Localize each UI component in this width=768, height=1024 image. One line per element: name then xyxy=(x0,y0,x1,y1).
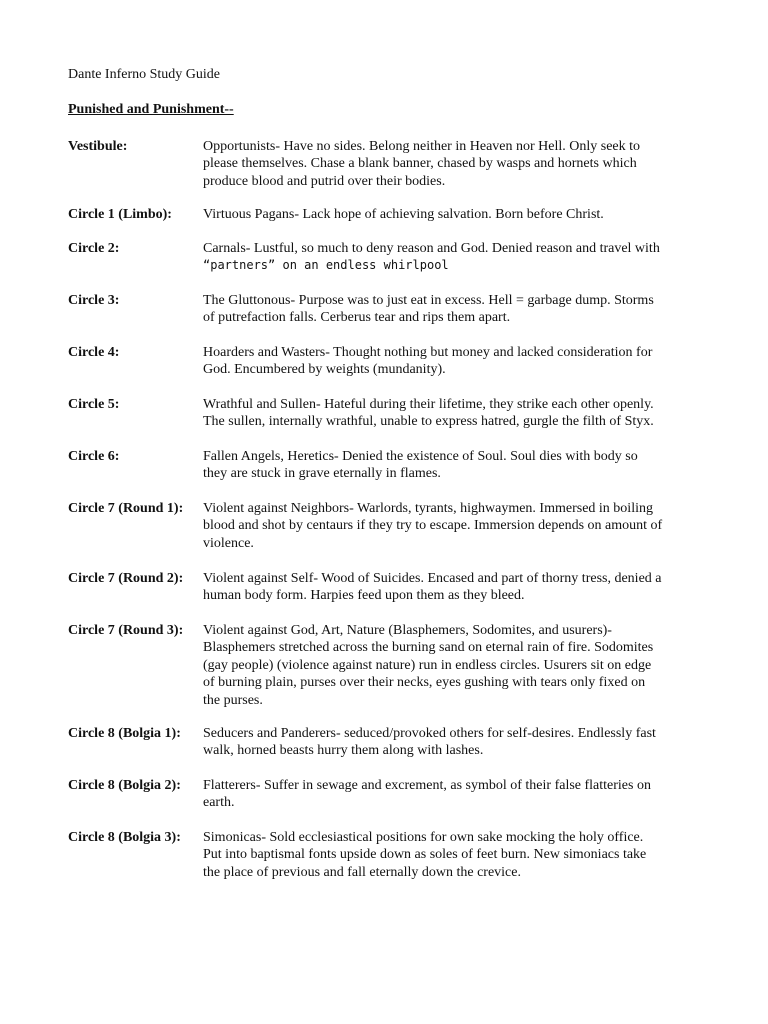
entry-description-line: The Gluttonous- Purpose was to just eat in excess. Hell = garbage dump. Storms xyxy=(203,293,654,308)
entry-description xyxy=(203,500,703,552)
entry-label: Circle 8 (Bolgia 2): xyxy=(68,778,181,793)
entry-description-line: Seducers and Panderers- seduced/provoked others for self-desires. Endlessly fast xyxy=(203,726,656,741)
entry-description xyxy=(203,292,703,327)
entry-description-line: violence. xyxy=(203,535,254,551)
entry-description-line: The sullen, internally wrathful, unable to express hatred, gurgle the filth of Styx. xyxy=(203,414,654,430)
entry-description-line: Simonicas- Sold ecclesiastical positions for own sake mocking the holy office. xyxy=(203,830,644,845)
entry-label: Circle 5: xyxy=(68,397,120,412)
entry-description xyxy=(203,777,703,812)
entry-description-line: Flatterers- Suffer in sewage and excrement, as symbol of their false flatteries on xyxy=(203,778,651,793)
document-title: Dante Inferno Study Guide xyxy=(68,67,221,82)
entry-description-line: Blasphemers stretched across the burning sand on eternal rain of fire. Sodomites xyxy=(203,640,654,656)
entry-label: Circle 7 (Round 1): xyxy=(68,501,184,516)
entry-description-line: (gay people) (violence against nature) run in endless circles. Usurers sit on edge xyxy=(203,657,652,673)
entry-description-line: Violent against Neighbors- Warlords, tyrants, highwaymen. Immersed in boiling xyxy=(203,501,653,516)
entry-description-line: blood and shot by centaurs if they try to escape. Immersion depends on amount of xyxy=(203,518,663,534)
entry-description-line: God. Encumbered by weights (mundanity). xyxy=(203,362,446,378)
entry-description-line: Opportunists- Have no sides. Belong neither in Heaven nor Hell. Only seek to xyxy=(203,139,641,154)
entry-description xyxy=(203,344,703,379)
entry-description-line: Wrathful and Sullen- Hateful during their lifetime, they strike each other openly. xyxy=(203,397,654,412)
entry-description-line: the purses. xyxy=(203,692,263,708)
entry-label: Circle 6: xyxy=(68,449,120,464)
entry-description-line: they are stuck in grave eternally in flames. xyxy=(203,466,441,482)
entry-description xyxy=(203,396,703,431)
entry-description xyxy=(203,570,703,605)
entry-description-line: produce blood and putrid over their bodies. xyxy=(203,173,446,189)
entry-label: Circle 8 (Bolgia 1): xyxy=(68,726,181,741)
entry-description-line: earth. xyxy=(203,795,235,811)
entry-label: Circle 8 (Bolgia 3): xyxy=(68,830,181,845)
entry-description-line: please themselves. Chase a blank banner, chased by wasps and hornets which xyxy=(203,156,637,172)
entry-label: Circle 2: xyxy=(68,241,120,256)
entry-label: Circle 7 (Round 2): xyxy=(68,571,184,586)
entry-description xyxy=(203,829,703,881)
entry-description-line: the place of previous and fall eternally down the crevice. xyxy=(203,864,521,880)
entry-description-line: Carnals- Lustful, so much to deny reason and God. Denied reason and travel with xyxy=(203,241,660,256)
entry-description xyxy=(203,240,703,275)
entry-description xyxy=(203,206,703,223)
entry-label: Circle 3: xyxy=(68,293,120,308)
entry-description-line: Violent against Self- Wood of Suicides. Encased and part of thorny tress, denied a xyxy=(203,571,662,586)
entry-description xyxy=(203,138,703,190)
entry-description xyxy=(203,725,703,760)
entry-label: Circle 7 (Round 3): xyxy=(68,623,184,638)
entry-label: Vestibule: xyxy=(68,139,128,154)
entry-description-line: Violent against God, Art, Nature (Blasphemers, Sodomites, and usurers)- xyxy=(203,623,612,638)
section-heading: Punished and Punishment-- xyxy=(68,102,234,117)
entry-description-line: Hoarders and Wasters- Thought nothing but money and lacked consideration for xyxy=(203,345,653,360)
entry-description-line: Fallen Angels, Heretics- Denied the existence of Soul. Soul dies with body so xyxy=(203,449,638,464)
entry-description-line: walk, horned beasts hurry them along with lashes. xyxy=(203,743,484,759)
entry-description-line: of putrefaction falls. Cerberus tear and rips them apart. xyxy=(203,310,511,326)
entry-description-line: Virtuous Pagans- Lack hope of achieving salvation. Born before Christ. xyxy=(203,207,604,222)
entry-description xyxy=(203,622,703,709)
entry-description-line: “partners” on an endless whirlpool xyxy=(203,258,449,273)
entry-description-line: human body form. Harpies feed upon them as they bleed. xyxy=(203,588,525,604)
entry-label: Circle 4: xyxy=(68,345,120,360)
entry-label: Circle 1 (Limbo): xyxy=(68,207,172,222)
entry-description xyxy=(203,448,703,483)
entry-description-line: Put into baptismal fonts upside down as soles of feet burn. New simoniacs take xyxy=(203,847,647,863)
entry-description-line: of burning plain, purses over their necks, eyes gushing with tears only fixed on xyxy=(203,675,646,691)
